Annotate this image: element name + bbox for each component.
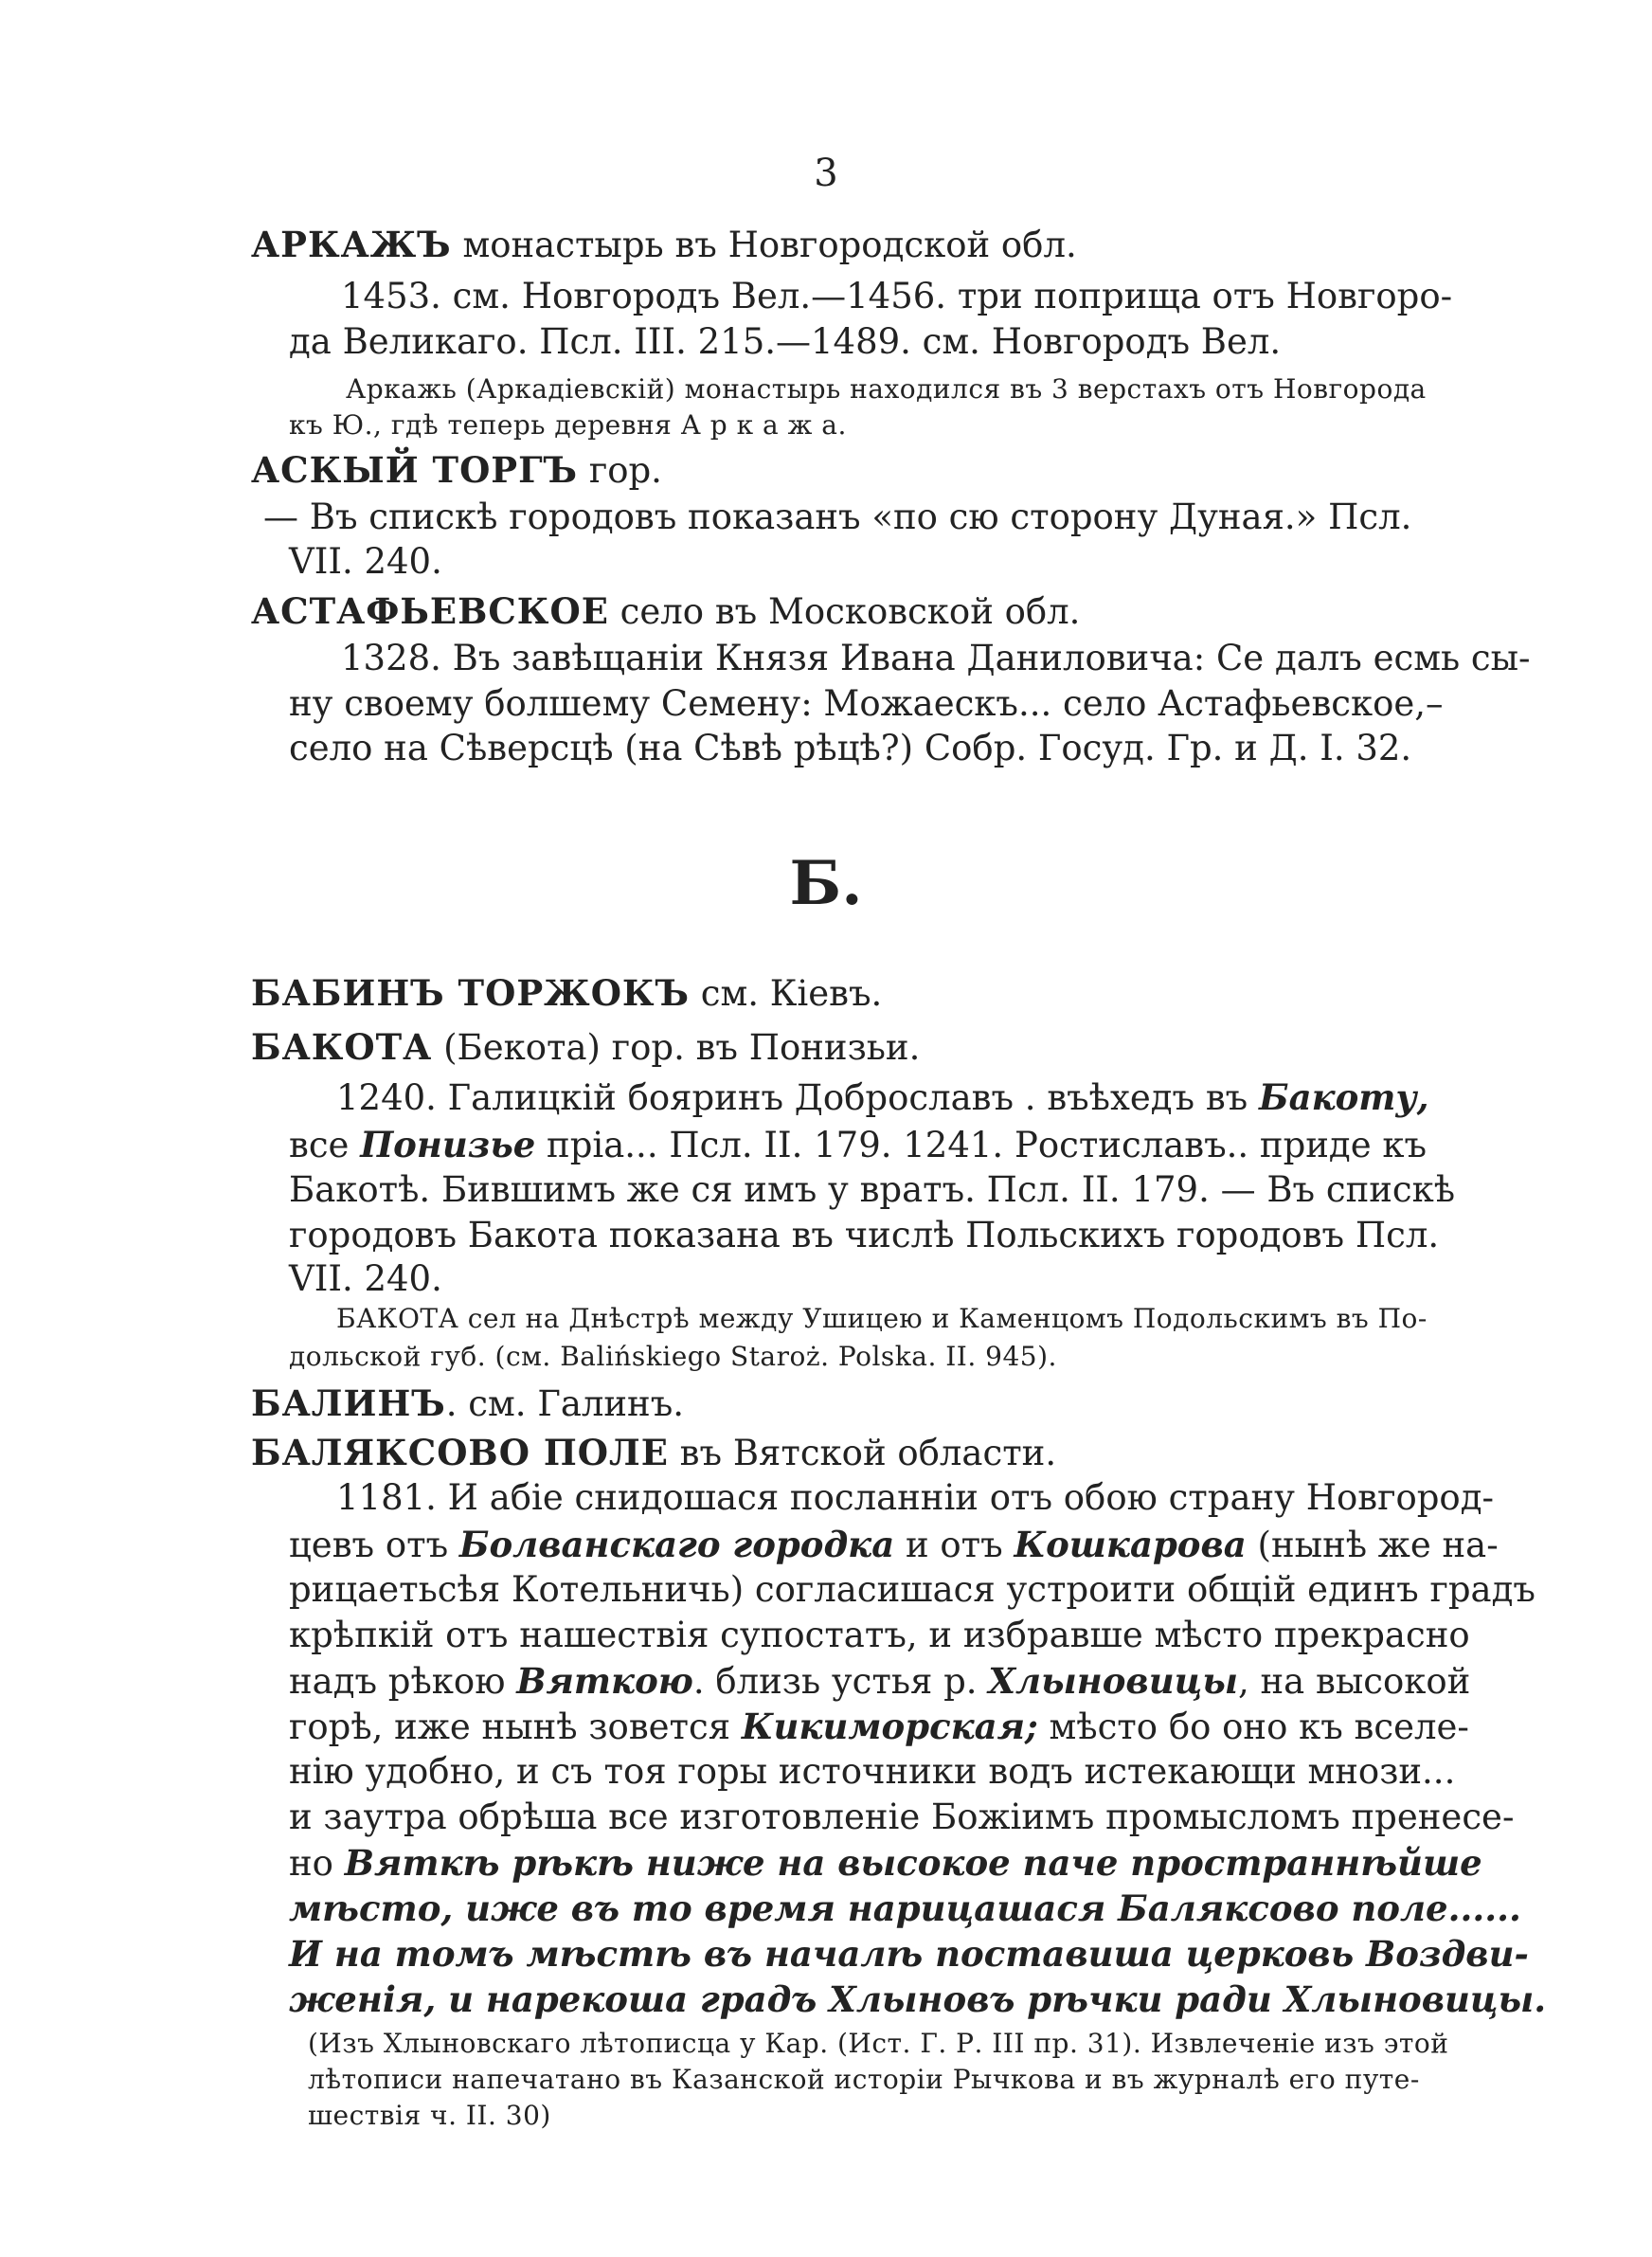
text-line: крѣпкій отъ нашествія супостатъ, и избравше мѣсто прекрасно [289, 1615, 1470, 1655]
text-line: VII. 240. [289, 1258, 442, 1299]
text-line: ну своему болшему Семену: Можаескъ... село Астафьевское,– [289, 683, 1444, 724]
text-line: да Великаго. Псл. III. 215.—1489. см. Новгородъ Вел. [289, 321, 1282, 362]
text-line: горѣ, иже нынѣ зовется Кикиморская; мѣсто бо оно къ вселе- [289, 1706, 1469, 1747]
headword: БАЛИНЪ [251, 1382, 446, 1424]
section-letter: Б. [789, 848, 863, 919]
note-line: лѣтописи напечатано въ Казанской исторіи Рычкова и въ журналѣ его путе- [308, 2064, 1420, 2095]
entry-babin-torzhok [251, 971, 882, 1016]
text-line: цевъ отъ Болванскаго городка и отъ Кошкарова (нынѣ же на- [289, 1524, 1499, 1565]
text-line: женія, и нарекоша градъ Хлыновъ рѣчки ради Хлыновицы. [289, 1978, 1547, 2020]
page-number: 3 [814, 152, 838, 195]
text-line: 1328. Въ завѣщаніи Князя Ивана Даниловича: Се далъ есмь сы- [341, 638, 1531, 678]
headword: БАЛЯКСОВО ПОЛЕ [251, 1432, 669, 1473]
headword: БАБИНЪ ТОРЖОКЪ [251, 972, 690, 1014]
entry-balyaksovo-pole [251, 1431, 1056, 1475]
text-line: Бакотѣ. Бившимъ же ся имъ у вратъ. Псл. II. 179. — Въ спискѣ [289, 1169, 1456, 1210]
note-line: дольской губ. (см. Balińskiego Staroż. Polska. II. 945). [289, 1341, 1057, 1372]
text: . см. Галинъ. [445, 1383, 685, 1424]
text-line: все Понизье пріа... Псл. II. 179. 1241. Ростиславъ.. приде къ [289, 1124, 1428, 1165]
text-line: 1240. Галицкій бояринъ Доброславъ . въѣхедъ въ Бакоту, [336, 1076, 1429, 1118]
note-line: шествія ч. II. 30) [308, 2100, 551, 2131]
headword: БАКОТА [251, 1026, 433, 1068]
text-line: И на томъ мѣстѣ въ началѣ поставиша церковь Воздви- [289, 1933, 1529, 1975]
text-line: и заутра обрѣша все изготовленіе Божіимъ промысломъ пренесе- [289, 1797, 1515, 1837]
text-line: VII. 240. [289, 541, 442, 582]
text-line: но Вяткѣ рѣкѣ ниже на высокое паче пространнѣйше [289, 1842, 1482, 1884]
entry-astafyevskoe [251, 589, 1080, 634]
text-line: нію удобно, и съ тоя горы источники водъ истекающи мнози... [289, 1751, 1456, 1792]
text: (Бекота) гор. въ Понизьи. [432, 1027, 921, 1068]
headword: АСКЫЙ ТОРГЪ [251, 449, 579, 491]
entry-arkazh [251, 223, 1077, 267]
text-line: — Въ спискѣ городовъ показанъ «по сю сторону Дуная.» Псл. [263, 497, 1412, 537]
text: въ Вятской области. [668, 1433, 1057, 1473]
note-line: БАКОТА сел на Днѣстрѣ между Ушицею и Каменцомъ Подольскимъ въ По- [336, 1303, 1428, 1334]
text-line: рицаетьсѣя Котельничь) согласишася устроити общій единъ градъ [289, 1569, 1535, 1610]
entry-balin [251, 1381, 684, 1426]
text-line: 1453. см. Новгородъ Вел.—1456. три поприща отъ Новгоро- [341, 276, 1453, 316]
text: монастырь въ Новгородской обл. [451, 225, 1077, 265]
text-line: 1181. И абіе снидошася посланніи отъ обою страну Новгород- [336, 1477, 1494, 1518]
text-line: городовъ Бакота показана въ числѣ Польскихъ городовъ Псл. [289, 1215, 1440, 1255]
text: см. Кіевъ. [689, 973, 883, 1014]
entry-askyi-torg [251, 448, 662, 493]
note-line: (Изъ Хлыновскаго лѣтописца у Кар. (Ист. Г. Р. III пр. 31). Извлеченіе изъ этой [308, 2028, 1449, 2059]
entry-bakota [251, 1025, 920, 1070]
text-line: надъ рѣкою Вяткою. близь устья р. Хлыновицы, на высокой [289, 1660, 1471, 1702]
text-line: мѣсто, иже въ то время нарицашася Баляксово поле...... [289, 1887, 1521, 1929]
text-line: село на Сѣверсцѣ (на Сѣвѣ рѣцѣ?) Собр. Госуд. Гр. и Д. I. 32. [289, 728, 1412, 768]
headword: АСТАФЬЕВСКОЕ [251, 590, 609, 632]
headword: АРКАЖЪ [251, 224, 452, 265]
text: гор. [578, 450, 662, 491]
note-line: Аркажь (Аркадіевскій) монастырь находился въ 3 верстахъ отъ Новгорода [346, 373, 1427, 405]
note-line: къ Ю., гдѣ теперь деревня А р к а ж а. [289, 409, 847, 441]
text: село въ Московской обл. [608, 591, 1081, 632]
